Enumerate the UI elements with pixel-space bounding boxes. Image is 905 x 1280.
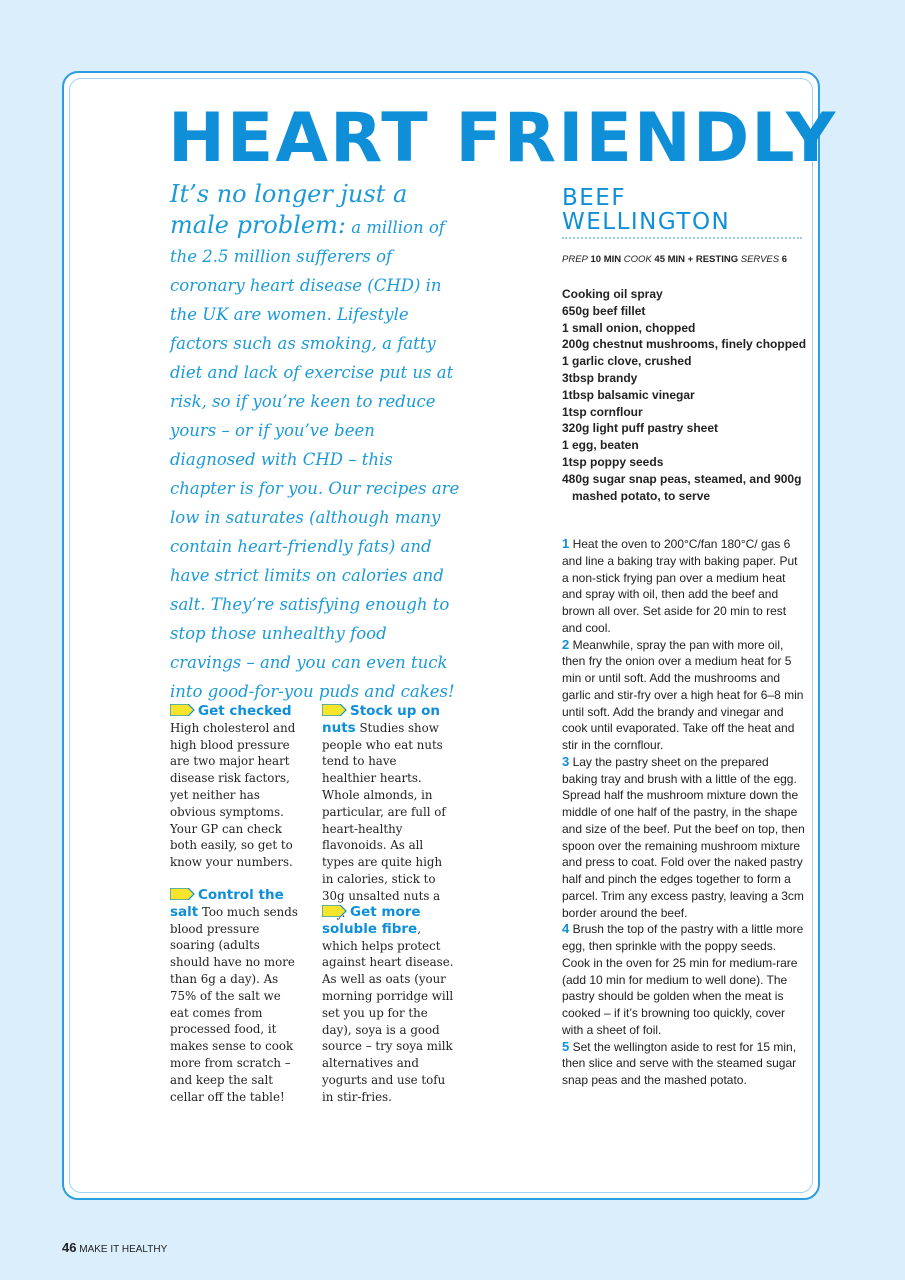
ingredient-item: 200g chestnut mushrooms, finely chopped bbox=[562, 337, 807, 352]
section-name: MAKE IT HEALTHY bbox=[79, 1244, 168, 1255]
method-step bbox=[562, 536, 805, 637]
tip-heading: Stock up on nuts bbox=[322, 703, 440, 736]
tip-control-the-salt bbox=[170, 887, 302, 1105]
tip-body: , which helps protect against heart disease. As well as oats (your morning porridge will set you up for the day), soya is a good source – try soya milk alternatives and yogurts and use tofu in stir-fries. bbox=[322, 921, 454, 1104]
arrow-icon bbox=[170, 704, 196, 716]
ingredient-item: 1 egg, beaten bbox=[562, 438, 639, 453]
step-text: Brush the top of the pastry with a little more egg, then sprinkle with the poppy seeds. Cook in the oven for 25 min for medium-rare (add 10 min for medium to well done). The pastry should be golden when the meat is cooked – if it’s browning too quickly, cover with a sheet of foil. bbox=[562, 922, 804, 1037]
ingredient-item: 320g light puff pastry sheet bbox=[562, 421, 719, 436]
recipe-title-line1: BEEF bbox=[562, 185, 627, 211]
ingredient-item: 1tsp poppy seeds bbox=[562, 454, 664, 469]
step-number: 2 bbox=[562, 636, 570, 652]
intro-body: a million of the 2.5 million sufferers of coronary heart disease (CHD) in the UK are women. Lifestyle factors such as smoking, a fatty diet and lack of exercise put us at risk, so if you’re keen to reduce yours – or if you’ve been diagnosed with CHD – this chapter is for you. Our recipes are low in saturates (although many contain heart-friendly fats) and have strict limits on calories and salt. They’re satisfying enough to stop those unhealthy food cravings – and you can even tuck into good-for-you puds and cakes! bbox=[170, 218, 460, 701]
tip-heading: Control the salt bbox=[170, 887, 284, 920]
step-text: Heat the oven to 200°C/fan 180°C/ gas 6 and line a baking tray with baking paper. Put a non-stick frying pan over a medium heat and spray with oil, then add the beef and brown all over. Set aside for 20 min to rest and cool. bbox=[562, 537, 798, 635]
tip-heading: Get more soluble fibre bbox=[322, 904, 421, 937]
tip-body: High cholesterol and high blood pressure are two major heart disease risk factors, yet neither has obvious symptoms. Your GP can check both easily, so get to know your numbers. bbox=[170, 720, 296, 870]
method-step bbox=[562, 921, 805, 1038]
method-step bbox=[562, 637, 805, 754]
ingredient-item: 650g beef fillet bbox=[562, 303, 646, 318]
serves-label: SERVES bbox=[740, 254, 780, 265]
arrow-icon bbox=[170, 888, 196, 900]
ingredient-item: 1 small onion, chopped bbox=[562, 320, 696, 335]
arrow-icon bbox=[322, 704, 348, 716]
step-number: 1 bbox=[562, 536, 570, 551]
arrow-icon bbox=[322, 905, 348, 917]
recipe-meta bbox=[562, 254, 807, 265]
method-step bbox=[562, 1039, 805, 1089]
cook-label: COOK bbox=[623, 254, 652, 265]
prep-value: 10 MIN bbox=[590, 254, 622, 265]
ingredient-item: Cooking oil spray bbox=[562, 287, 663, 301]
ingredient-item: 1tbsp balsamic vinegar bbox=[562, 387, 695, 402]
tip-body: Studies show people who eat nuts tend to have healthier hearts. Whole almonds, in particular, are full of heart-healthy flavonoids. As all types are quite high in calories, stick to 30g unsalted nuts a bbox=[322, 720, 446, 903]
ingredient-item: 1tsp cornflour bbox=[562, 404, 643, 419]
recipe-title-line2: WELLINGTON bbox=[562, 209, 731, 235]
step-number: 4 bbox=[562, 921, 570, 937]
tip-get-checked bbox=[170, 703, 302, 871]
ingredient-item: 1 garlic clove, crushed bbox=[562, 354, 692, 369]
intro-lead: It’s no longer just a male problem: bbox=[170, 180, 408, 239]
step-number: 5 bbox=[562, 1038, 570, 1054]
method-steps bbox=[562, 536, 805, 1089]
tip-get-more-soluble-fibre bbox=[322, 904, 454, 1106]
ingredients-list bbox=[562, 286, 807, 504]
serves-value: 6 bbox=[781, 254, 788, 265]
page-title: HEART FRIENDLY bbox=[168, 99, 838, 178]
intro-text bbox=[170, 180, 460, 706]
prep-label: PREP bbox=[562, 254, 588, 265]
tip-body: Too much sends blood pressure soaring (adults should have no more than 6g a day). As 75% of the salt we eat comes from processed food, it makes sense to cook more from scratch – and keep the salt cellar off the table! bbox=[170, 904, 298, 1104]
dotted-divider bbox=[562, 237, 802, 239]
step-number: 3 bbox=[562, 753, 570, 769]
tip-stock-up-on-nuts bbox=[322, 703, 454, 921]
step-text: Set the wellington aside to rest for 15 min, then slice and serve with the steamed sugar snap peas and the mashed potato. bbox=[562, 1039, 797, 1087]
page-number: 46 bbox=[62, 1240, 77, 1255]
cook-value: 45 MIN + RESTING bbox=[654, 254, 739, 265]
step-text: Lay the pastry sheet on the prepared baking tray and brush with a little of the egg. Spread half the mushroom mixture down the middle of one half of the pastry, in the shape and size of the beef. Put the beef on top, then spoon over the remaining mushroom mixture and press to coat. Fold over the naked pastry half and pinch the edges together to form a parcel. Trim any excess pastry, leaving a 3cm border around the beef. bbox=[562, 754, 805, 920]
step-text: Meanwhile, spray the pan with more oil, then fry the onion over a medium heat for 5 min or until soft. Add the mushrooms and garlic and stir-fry over a high heat for 6–8 min until soft. Add the brandy and vinegar and cook until evaporated. Take off the heat and stir in the cornflour. bbox=[562, 637, 804, 752]
ingredient-item: 3tbsp brandy bbox=[562, 370, 638, 385]
tip-heading: Get checked bbox=[198, 703, 292, 719]
recipe-title bbox=[562, 186, 802, 234]
method-step bbox=[562, 754, 805, 922]
page-footer bbox=[62, 1240, 167, 1255]
ingredient-item: 480g sugar snap peas, steamed, and 900g mashed potato, to serve bbox=[562, 471, 802, 503]
